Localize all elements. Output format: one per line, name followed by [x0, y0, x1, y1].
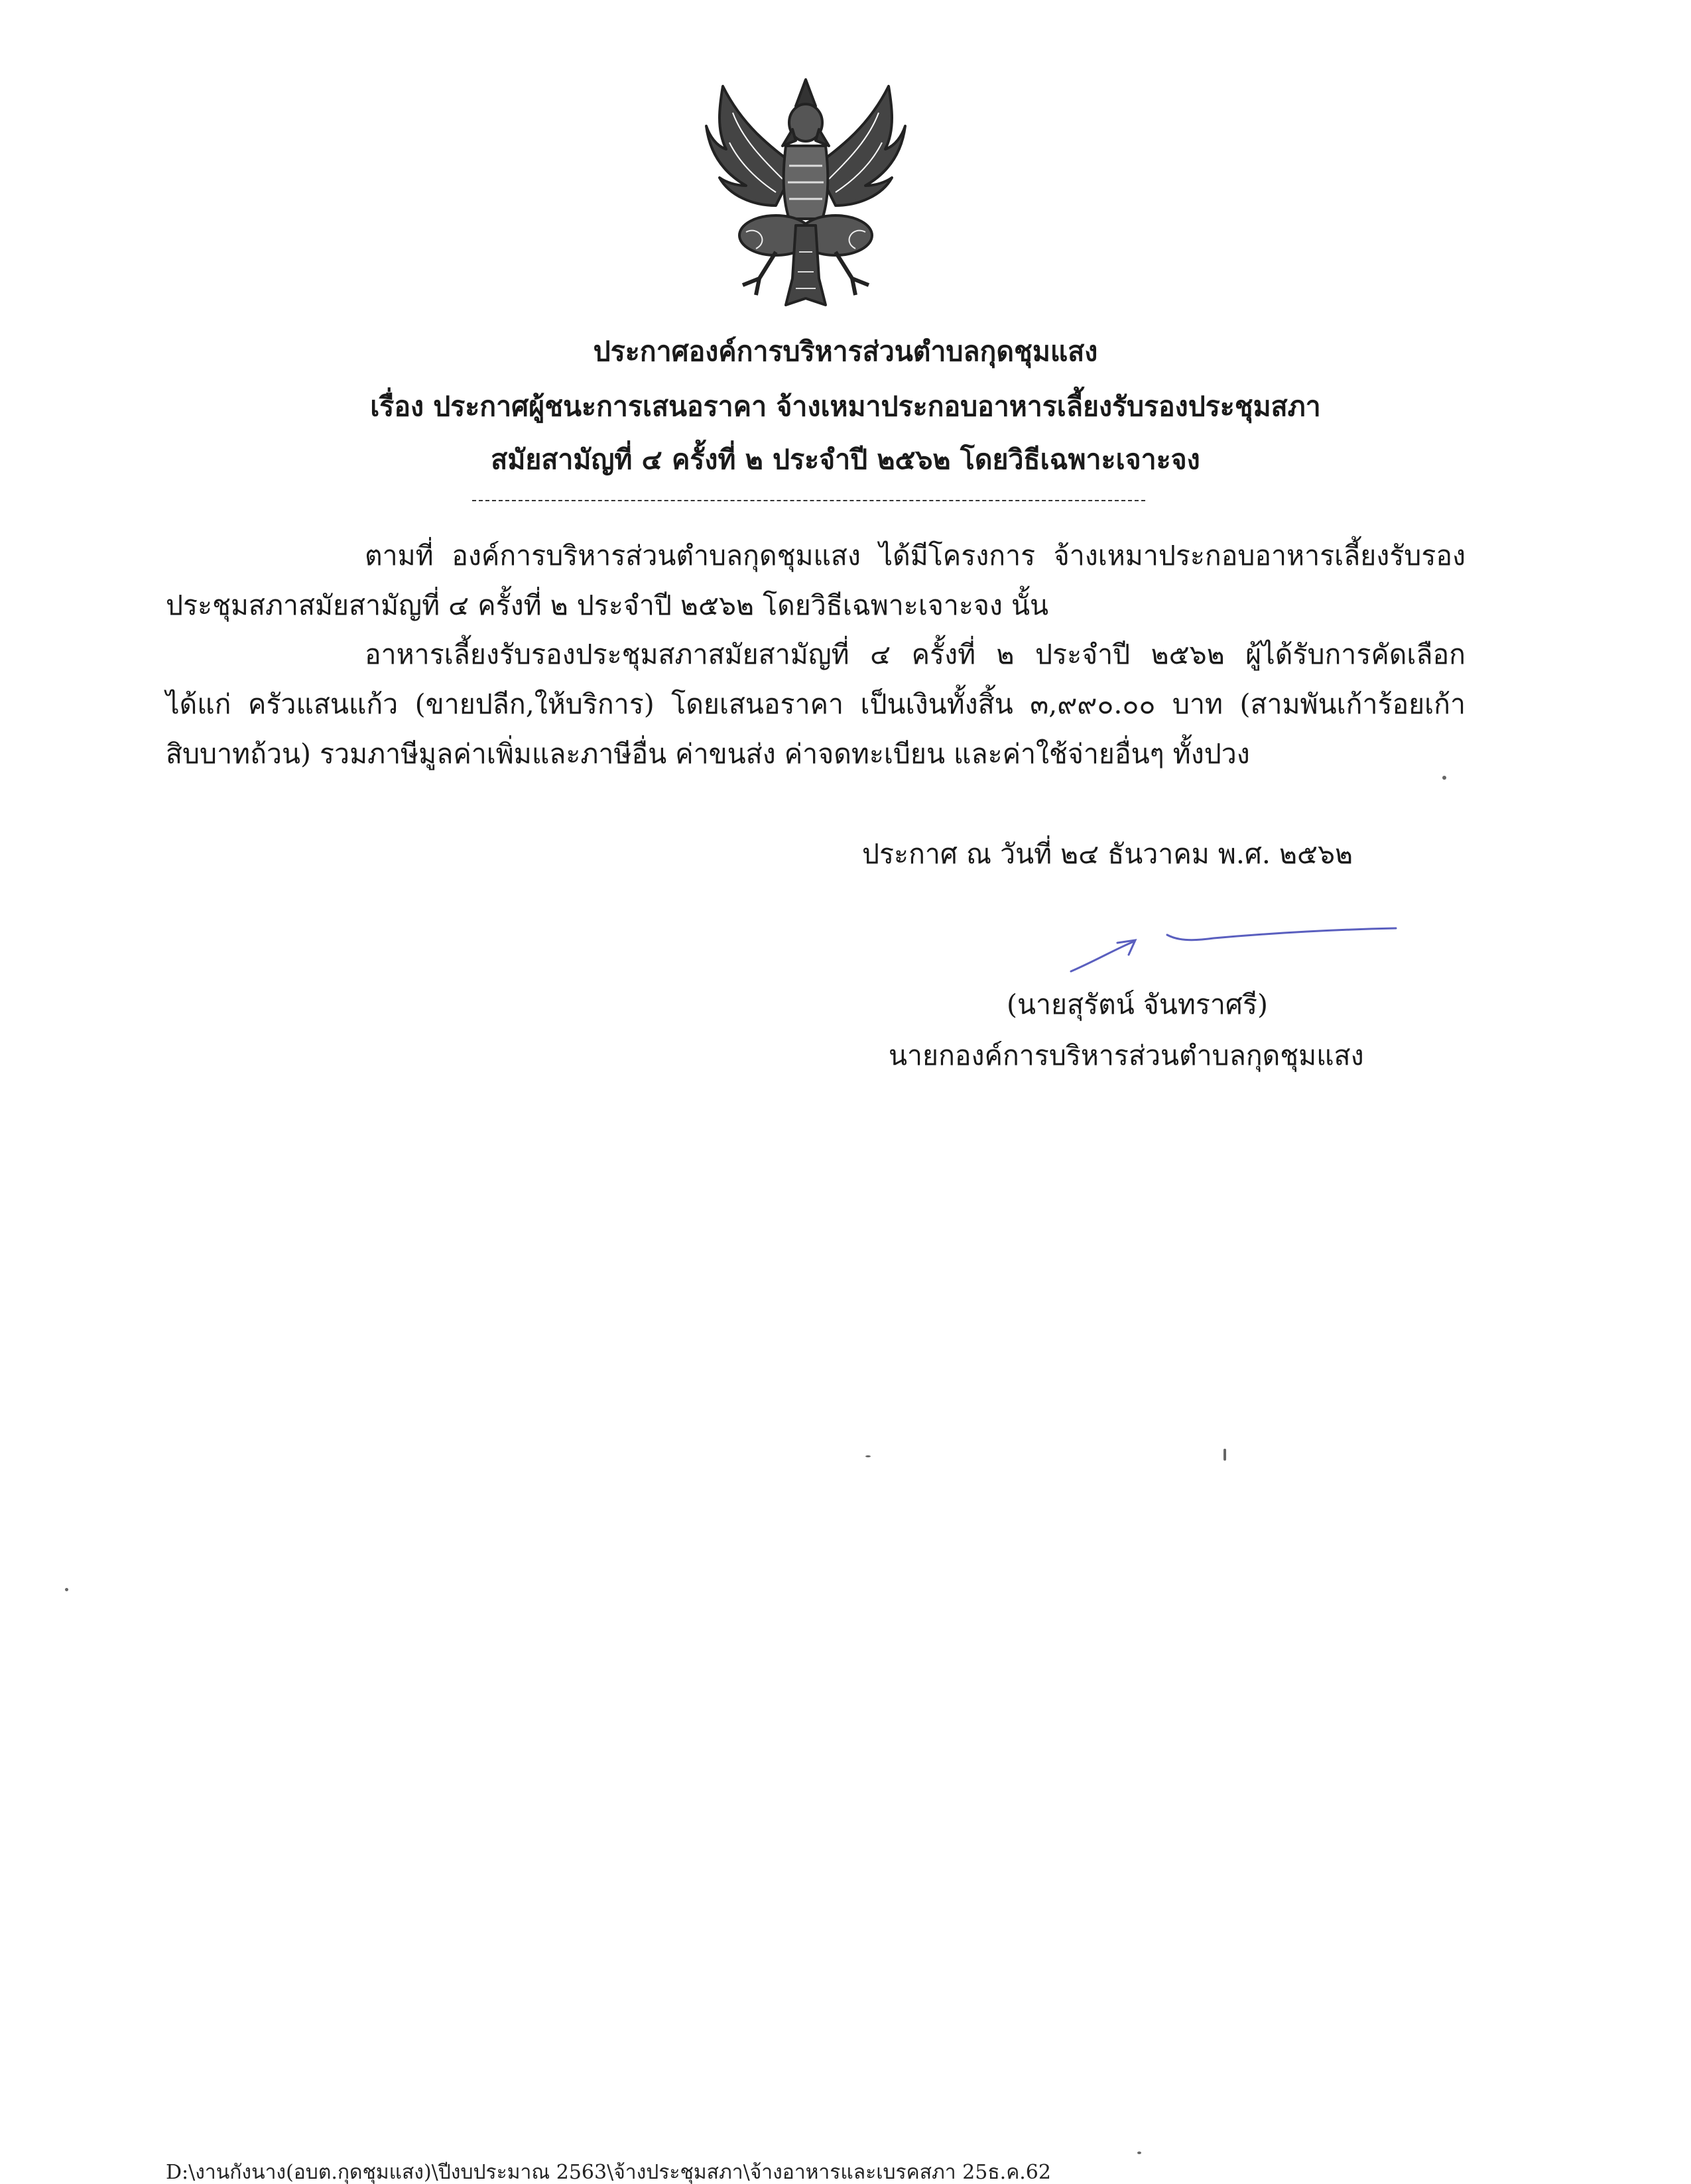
- scan-speck: [1442, 776, 1446, 780]
- garuda-emblem-icon: [696, 66, 915, 312]
- announcement-title: ประกาศองค์การบริหารส่วนตำบลกุดชุมแสง: [593, 335, 1098, 367]
- paragraph-1-line-2: ประชุมสภาสมัยสามัญที่ ๔ ครั้งที่ ๒ ประจำปี ๒๕๖๒ โดยวิธีเฉพาะเจาะจง นั้น: [166, 589, 1049, 621]
- paragraph-2-line-2: ได้แก่ ครัวแสนแก้ว (ขายปลีก,ให้บริการ) โดยเสนอราคา เป็นเงินทั้งสิ้น ๓,๙๙๐.๐๐ บาท (สามพันเก้าร้อยเก้า: [166, 688, 1466, 720]
- footer-file-path: D:\งานกังนาง(อบต.กุดชุมแสง)\ปีงบประมาณ 2563\จ้างประชุมสภา\จ้างอาหารและเบรคสภา 25ธ.ค.62: [166, 2161, 1051, 2184]
- paragraph-1-line-1: ตามที่ องค์การบริหารส่วนตำบลกุดชุมแสง ได้มีโครงการ จ้างเหมาประกอบอาหารเลี้ยงรับรอง: [365, 540, 1466, 572]
- heading-divider: [472, 500, 1145, 501]
- scan-speck: [1137, 2152, 1141, 2154]
- announcement-date: ประกาศ ณ วันที่ ๒๔ ธันวาคม พ.ศ. ๒๕๖๒: [862, 838, 1353, 870]
- scan-speck: [865, 1455, 871, 1457]
- scan-speck: [1223, 1449, 1226, 1461]
- signatory-name: (นายสุรัตน์ จันทราศรี): [1007, 989, 1268, 1020]
- paragraph-2-line-1: อาหารเลี้ยงรับรองประชุมสภาสมัยสามัญที่ ๔ ครั้งที่ ๒ ประจำปี ๒๕๖๒ ผู้ได้รับการคัดเลือก: [365, 638, 1466, 670]
- scan-speck: [65, 1588, 68, 1591]
- signatory-position: นายกองค์การบริหารส่วนตำบลกุดชุมแสง: [889, 1040, 1364, 1071]
- announcement-subject: เรื่อง ประกาศผู้ชนะการเสนอราคา จ้างเหมาประกอบอาหารเลี้ยงรับรองประชุมสภา: [370, 391, 1321, 422]
- announcement-subject-continued: สมัยสามัญที่ ๔ ครั้งที่ ๒ ประจำปี ๒๕๖๒ โดยวิธีเฉพาะเจาะจง: [491, 444, 1200, 475]
- paragraph-2-line-3: สิบบาทถ้วน) รวมภาษีมูลค่าเพิ่มและภาษีอื่น ค่าขนส่ง ค่าจดทะเบียน และค่าใช้จ่ายอื่นๆ ทั้งปวง: [166, 738, 1250, 770]
- handwritten-signature: [1054, 915, 1399, 988]
